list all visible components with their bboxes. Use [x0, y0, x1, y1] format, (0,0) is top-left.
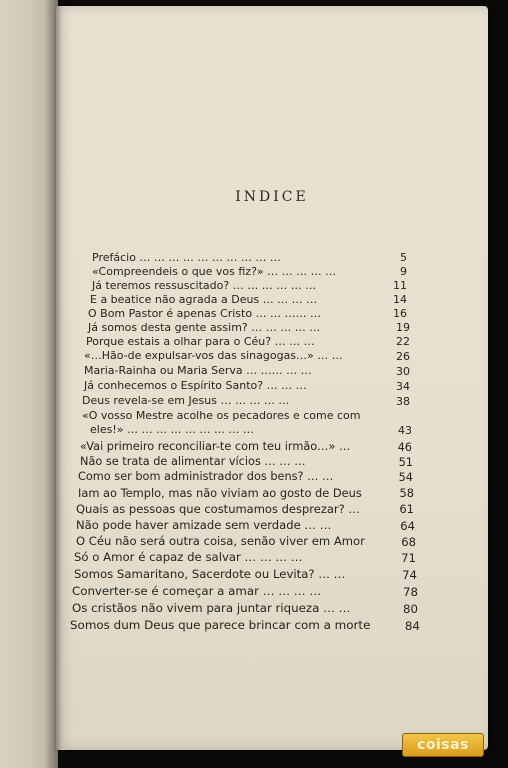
toc-entry-title: «Compreendeis o que vos fiz?» … … … … …: [92, 265, 337, 278]
toc-entry-page-number: 71: [401, 551, 416, 565]
toc-entry-title: Iam ao Templo, mas não viviam ao gosto de Deus: [78, 486, 362, 500]
toc-entry-page-number: 34: [396, 380, 410, 393]
toc-entry-title: Converter-se é começar a amar … … … …: [72, 584, 322, 598]
toc-entry-page-number: 22: [396, 335, 410, 348]
toc-entry-title: Só o Amor é capaz de salvar … … … …: [74, 550, 303, 564]
toc-entry-page-number: 14: [393, 293, 407, 306]
toc-entry-page-number: 80: [402, 602, 418, 616]
toc-entry-page-number: 43: [398, 424, 412, 437]
page-gutter-shadow: [56, 6, 62, 750]
watermark-text: coisas: [417, 737, 469, 753]
toc-entry-page-number: 54: [398, 471, 413, 484]
toc-entry-page-number: 64: [400, 519, 415, 533]
toc-entry-title: Quais as pessoas que costumamos desprezar? …: [76, 502, 360, 516]
toc-entry-page-number: 84: [404, 619, 420, 633]
toc-entry-page-number: 5: [400, 251, 407, 264]
toc-entry-page-number: 58: [399, 486, 414, 500]
watermark-logo: [402, 733, 484, 757]
toc-entry-title: Somos Samaritano, Sacerdote ou Levita? … …: [74, 567, 346, 581]
toc-entry-title: O Bom Pastor é apenas Cristo … … …… …: [88, 307, 322, 320]
toc-entry-page-number: 61: [399, 502, 414, 516]
toc-entry-title: Não pode haver amizade sem verdade … …: [76, 518, 332, 532]
toc-entry-title: Como ser bom administrador dos bens? … …: [78, 470, 334, 483]
toc-entry-title: «Vai primeiro reconciliar-te com teu irmão…» …: [80, 440, 351, 453]
toc-entry-title: Somos dum Deus que parece brincar com a morte: [70, 618, 371, 632]
toc-entry-page-number: 74: [402, 568, 417, 582]
toc-entry-title: Porque estais a olhar para o Céu? … … …: [86, 335, 315, 348]
toc-entry-page-number: 26: [396, 350, 410, 363]
toc-entry-title: Maria-Rainha ou Maria Serva … …… … …: [84, 364, 312, 377]
toc-entry-page-number: 68: [401, 535, 416, 549]
toc-entry-page-number: 51: [398, 456, 413, 469]
toc-entry-page-number: 78: [402, 585, 418, 599]
toc-entry-title: «…Hão-de expulsar-vos das sinagogas…» … …: [84, 349, 343, 362]
toc-entry-title: Prefácio … … … … … … … … … …: [92, 251, 281, 264]
toc-entry-title: E a beatice não agrada a Deus … … … …: [90, 293, 318, 306]
toc-entry-page-number: 30: [396, 365, 410, 378]
toc-entry-page-number: 38: [396, 395, 410, 408]
toc-entry-title: Já teremos ressuscitado? … … … … … …: [92, 279, 317, 292]
toc-entry-title: Não se trata de alimentar vícios … … …: [80, 455, 306, 468]
toc-entry-title: Já somos desta gente assim? … … … … …: [88, 321, 321, 334]
toc-entry-title-continuation: eles!» … … … … … … … … …: [90, 423, 254, 436]
book-page: [56, 6, 488, 750]
toc-entry-page-number: 19: [396, 321, 410, 334]
toc-entry-title: Deus revela-se em Jesus … … … … …: [82, 394, 290, 407]
toc-entry-title: «O vosso Mestre acolhe os pecadores e come com: [82, 409, 361, 422]
toc-entry-page-number: 11: [393, 279, 407, 292]
page-title: INDICE: [235, 189, 309, 205]
toc-entry-page-number: 46: [397, 441, 412, 454]
toc-entry-page-number: 9: [400, 265, 407, 278]
toc-entry-title: Os cristãos não vivem para juntar riqueza … …: [72, 601, 351, 615]
toc-entry-title: Já conhecemos o Espírito Santo? … … …: [84, 379, 307, 392]
toc-entry-title: O Céu não será outra coisa, senão viver em Amor: [76, 534, 365, 548]
toc-entry-page-number: 16: [393, 307, 407, 320]
